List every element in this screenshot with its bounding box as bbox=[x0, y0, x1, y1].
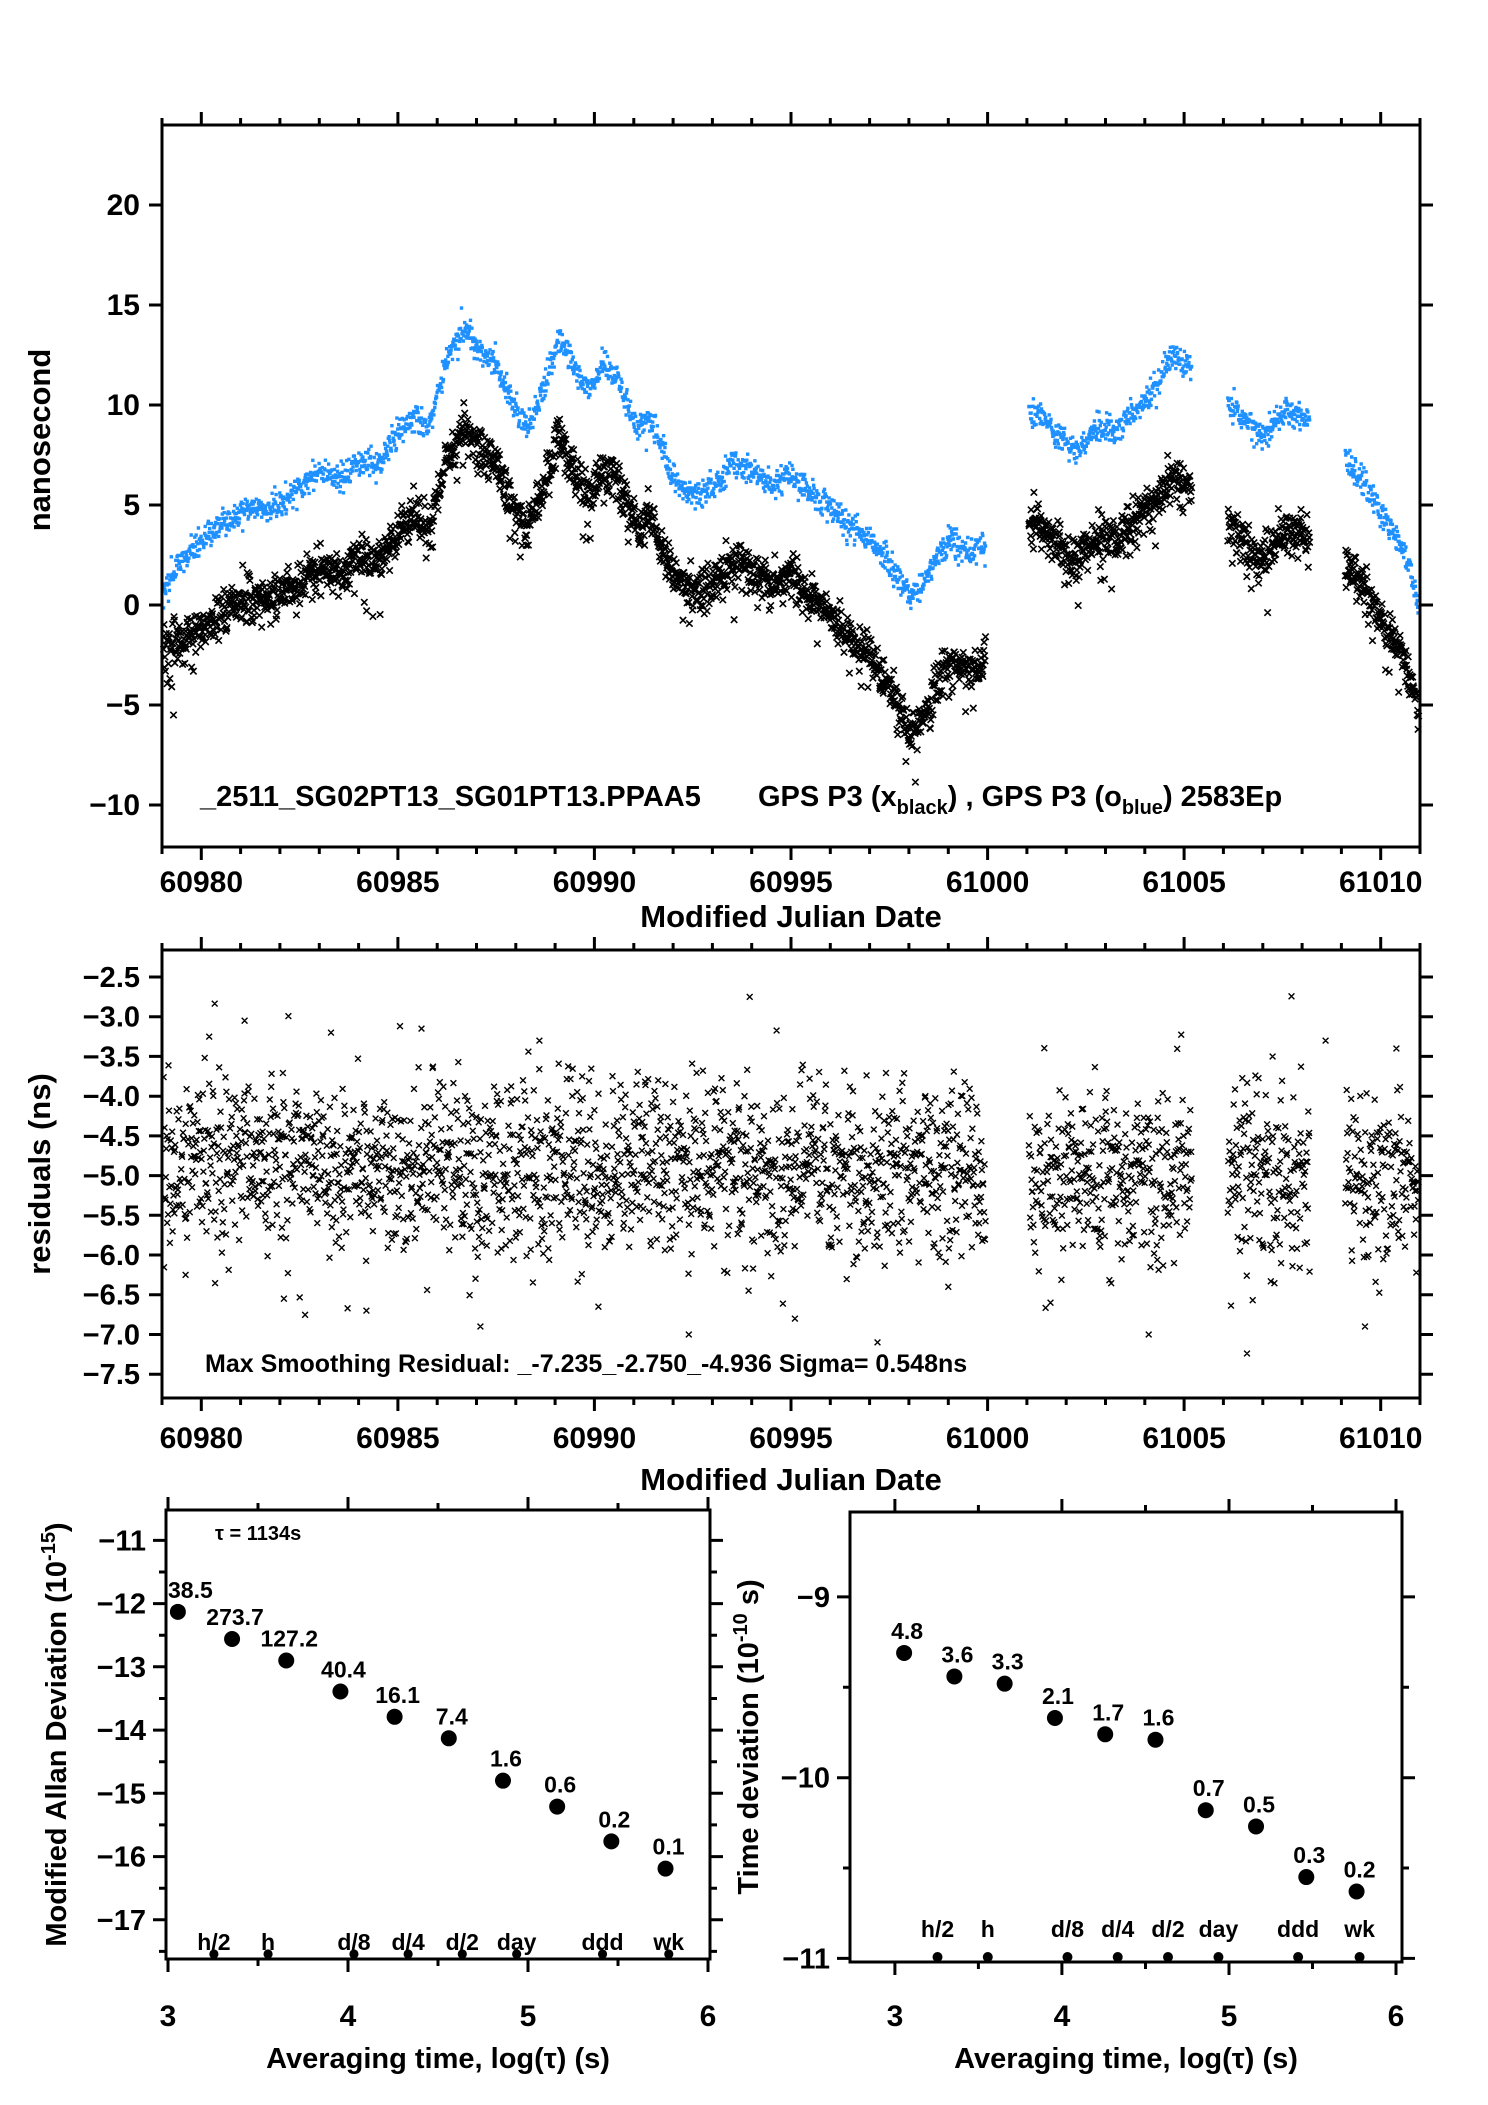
mjd-scatter-panel bbox=[22, 112, 1433, 934]
unit-dot bbox=[983, 1952, 993, 1962]
deviation-point bbox=[1349, 1884, 1365, 1900]
y-tick-label: −6.5 bbox=[82, 1279, 140, 1312]
value-label: 7.4 bbox=[435, 1703, 468, 1730]
value-label: 2.1 bbox=[1041, 1683, 1074, 1710]
unit-label: d/8 bbox=[1050, 1916, 1085, 1942]
x-tick-label: 60990 bbox=[552, 1422, 637, 1455]
panel-title: _2511_SG02PT13_SG01PT13.PPAA5 bbox=[200, 781, 701, 813]
y-tick-label: −3.0 bbox=[82, 1001, 140, 1034]
y-axis-label: Modified Allan Deviation $(10^{-15})$ bbox=[38, 1522, 73, 1947]
mdev-panel bbox=[38, 1497, 723, 2075]
x-tick-label: 3 bbox=[886, 2000, 904, 2033]
value-label: 16.1 bbox=[375, 1681, 420, 1708]
y-tick-label: −10 bbox=[780, 1762, 830, 1795]
x-tick-label: 5 bbox=[519, 2000, 537, 2033]
unit-label: d/8 bbox=[337, 1929, 371, 1955]
unit-dot bbox=[933, 1952, 943, 1962]
x-tick-label: 4 bbox=[339, 2000, 357, 2033]
value-label: 0.2 bbox=[598, 1806, 631, 1833]
x-tick-label: 61000 bbox=[945, 1422, 1030, 1455]
x-tick-label: 61010 bbox=[1338, 1422, 1423, 1455]
unit-dot bbox=[1163, 1952, 1173, 1962]
unit-dot bbox=[1293, 1952, 1303, 1962]
deviation-point bbox=[1248, 1818, 1264, 1834]
y-tick-label: −6.0 bbox=[82, 1240, 140, 1273]
value-label: 273.7 bbox=[206, 1604, 264, 1631]
axis-ticks bbox=[153, 1497, 723, 1972]
unit-label: d/4 bbox=[1101, 1916, 1135, 1942]
value-label: 0.6 bbox=[544, 1771, 577, 1798]
y-tick-label: −7.0 bbox=[82, 1319, 140, 1352]
unit-label: h bbox=[980, 1916, 995, 1942]
value-label: 4.8 bbox=[891, 1617, 924, 1644]
x-tick-label: 61000 bbox=[945, 866, 1030, 899]
value-label: 3.3 bbox=[991, 1648, 1024, 1675]
y-tick-label: −5.0 bbox=[82, 1160, 140, 1193]
unit-label: d/2 bbox=[445, 1929, 479, 1955]
unit-label: wk bbox=[1344, 1916, 1375, 1942]
deviation-point bbox=[997, 1676, 1013, 1692]
x-tick-label: 6 bbox=[699, 2000, 717, 2033]
x-tick-label: 60980 bbox=[159, 1422, 244, 1455]
deviation-point bbox=[495, 1773, 511, 1789]
y-tick-label: 0 bbox=[123, 589, 140, 622]
y-tick-label: −7.5 bbox=[82, 1359, 140, 1392]
deviation-point bbox=[170, 1604, 186, 1620]
y-tick-label: 5 bbox=[123, 489, 140, 522]
unit-dot bbox=[1355, 1952, 1365, 1962]
x-axis-label: Modified Julian Date bbox=[640, 899, 942, 934]
value-label: 1.6 bbox=[489, 1745, 522, 1772]
axis-box bbox=[166, 1510, 710, 1959]
panel-legend: GPS P3 $(x_{black})$ , GPS P3 $(o_{blue})$ 2583Ep bbox=[758, 781, 1283, 819]
deviation-point bbox=[1198, 1802, 1214, 1818]
unit-label: h/2 bbox=[197, 1929, 231, 1955]
x-tick-label: 6 bbox=[1387, 2000, 1405, 2033]
x-tick-label: 60980 bbox=[159, 866, 244, 899]
x-tick-label: 61010 bbox=[1338, 866, 1423, 899]
deviation-point bbox=[946, 1668, 962, 1684]
x-tick-label: 60985 bbox=[356, 866, 440, 899]
deviation-point bbox=[603, 1833, 619, 1849]
unit-dot bbox=[1113, 1952, 1123, 1962]
value-label: 40.4 bbox=[321, 1656, 366, 1683]
y-tick-label: 15 bbox=[106, 289, 140, 322]
y-tick-label: −2.5 bbox=[82, 962, 140, 995]
y-tick-label: −16 bbox=[96, 1841, 146, 1874]
deviation-point bbox=[1147, 1732, 1163, 1748]
y-tick-label: −3.5 bbox=[82, 1041, 140, 1074]
residual-annotation: Max Smoothing Residual: _-7.235_-2.750_-4.936 Sigma= 0.548ns bbox=[205, 1350, 968, 1378]
tau-annotation: τ = 1134s bbox=[215, 1523, 302, 1545]
x-axis-label: Averaging time, log(τ) (s) bbox=[954, 2043, 1298, 2075]
y-tick-label: −17 bbox=[96, 1904, 146, 1937]
value-label: 0.3 bbox=[1293, 1842, 1326, 1869]
y-tick-label: −10 bbox=[89, 789, 140, 822]
y-tick-label: −9 bbox=[796, 1581, 830, 1614]
deviation-point bbox=[549, 1799, 565, 1815]
residuals-panel bbox=[22, 937, 1433, 1497]
y-tick-label: −5.5 bbox=[82, 1200, 140, 1233]
y-tick-label: −14 bbox=[96, 1715, 146, 1748]
deviation-point bbox=[1298, 1869, 1314, 1885]
y-tick-label: −5 bbox=[105, 689, 140, 722]
value-label: 1.7 bbox=[1092, 1699, 1125, 1726]
x-tick-label: 60995 bbox=[749, 866, 833, 899]
deviation-point bbox=[1097, 1726, 1113, 1742]
value-label: 1.6 bbox=[1142, 1704, 1175, 1731]
y-tick-label: −15 bbox=[96, 1778, 146, 1811]
x-axis-label: Averaging time, log(τ) (s) bbox=[266, 2043, 610, 2075]
x-tick-label: 60990 bbox=[552, 866, 637, 899]
deviation-point bbox=[896, 1645, 912, 1661]
value-label: 0.7 bbox=[1192, 1775, 1225, 1802]
y-tick-label: −13 bbox=[96, 1651, 146, 1684]
axis-box bbox=[850, 1512, 1402, 1962]
deviation-point bbox=[441, 1730, 457, 1746]
deviation-point bbox=[387, 1709, 403, 1725]
value-label: 0.1 bbox=[652, 1833, 685, 1860]
tdev-panel bbox=[730, 1499, 1415, 2075]
unit-dot bbox=[1213, 1952, 1223, 1962]
axis-box bbox=[162, 125, 1420, 847]
y-tick-label: −11 bbox=[782, 1943, 830, 1976]
x-axis-label: Modified Julian Date bbox=[640, 1462, 942, 1497]
unit-label: h bbox=[261, 1929, 276, 1955]
value-label: 127.2 bbox=[260, 1625, 319, 1652]
y-tick-label: −12 bbox=[96, 1588, 146, 1621]
y-tick-label: 10 bbox=[106, 389, 140, 422]
y-axis-label: Time deviation ($10^{-10}$ s) bbox=[730, 1579, 765, 1895]
unit-label: h/2 bbox=[920, 1916, 955, 1942]
unit-label: d/4 bbox=[391, 1929, 425, 1955]
deviation-point bbox=[224, 1631, 240, 1647]
deviation-point bbox=[658, 1861, 674, 1877]
deviation-point bbox=[278, 1653, 294, 1669]
unit-label: day bbox=[496, 1929, 537, 1955]
x-tick-label: 60995 bbox=[749, 1422, 833, 1455]
unit-dot bbox=[1062, 1952, 1072, 1962]
deviation-point bbox=[332, 1683, 348, 1699]
y-axis-label: nanosecond bbox=[22, 348, 57, 532]
x-tick-label: 4 bbox=[1053, 2000, 1071, 2033]
x-tick-label: 3 bbox=[159, 2000, 177, 2033]
x-tick-label: 5 bbox=[1220, 2000, 1238, 2033]
unit-label: wk bbox=[653, 1929, 685, 1955]
value-label: 0.2 bbox=[1343, 1856, 1376, 1883]
gps-black-x-series bbox=[160, 400, 1421, 786]
y-axis-label: residuals (ns) bbox=[22, 1073, 57, 1275]
x-tick-label: 60985 bbox=[356, 1422, 440, 1455]
x-tick-label: 61005 bbox=[1142, 866, 1226, 899]
axis-ticks bbox=[149, 937, 1433, 1411]
value-label: 3.6 bbox=[941, 1641, 974, 1668]
y-tick-label: −4.0 bbox=[82, 1081, 140, 1114]
unit-label: ddd bbox=[1277, 1916, 1320, 1942]
value-label: 38.5 bbox=[168, 1576, 213, 1603]
y-tick-label: −11 bbox=[98, 1525, 146, 1558]
y-tick-label: −4.5 bbox=[82, 1120, 140, 1153]
unit-label: d/2 bbox=[1151, 1916, 1185, 1942]
axis-ticks bbox=[837, 1499, 1415, 1975]
y-tick-label: 20 bbox=[106, 189, 140, 222]
unit-label: day bbox=[1198, 1916, 1239, 1942]
residuals-series bbox=[161, 993, 1422, 1356]
unit-label: ddd bbox=[581, 1929, 624, 1955]
deviation-point bbox=[1047, 1710, 1063, 1726]
value-label: 0.5 bbox=[1243, 1791, 1276, 1818]
x-tick-label: 61005 bbox=[1142, 1422, 1226, 1455]
